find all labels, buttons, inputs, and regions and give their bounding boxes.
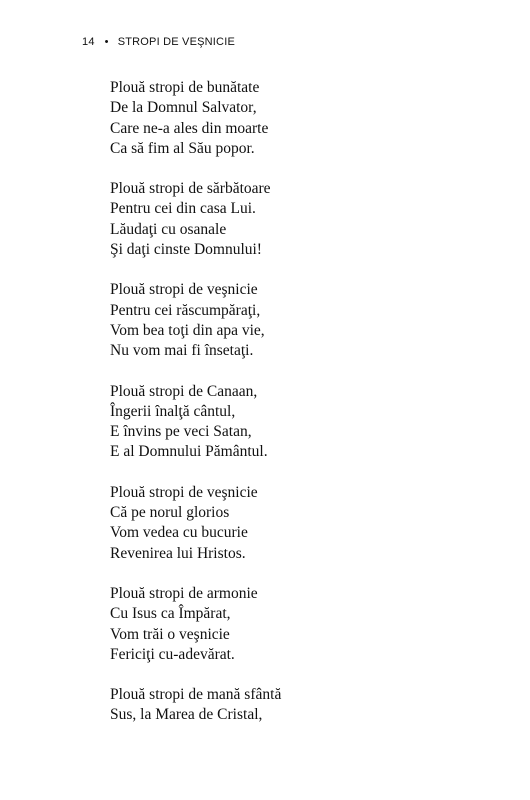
poem-line: Plouă stropi de bunătate <box>110 79 260 96</box>
poem-line: De la Domnul Salvator, <box>110 99 257 117</box>
poem-line: E învins pe veci Satan, <box>110 423 252 441</box>
poem-line: Revenirea lui Hristos. <box>110 544 246 562</box>
stanza-7 <box>110 685 281 726</box>
poem-line: Lăudaţi cu osanale <box>110 220 227 238</box>
poem-line: Fericiţi cu-adevărat. <box>110 645 235 663</box>
poem-line: Pentru cei răscumpăraţi, <box>110 301 261 319</box>
poem-line: Sus, la Marea de Cristal, <box>110 706 263 724</box>
poem-line: Care ne-a ales din moarte <box>110 119 269 137</box>
poem-line: Îngerii înalţă cântul, <box>110 402 236 420</box>
poem-line: Cu Isus ca Împărat, <box>110 605 231 623</box>
poem-line: Ca să fim al Său popor. <box>110 139 255 157</box>
poem-line: Plouă stropi de sărbătoare <box>110 180 271 198</box>
poem-line: Plouă stropi de veşnicie <box>110 281 258 299</box>
poem-line: Plouă stropi de mană sfântă <box>110 686 282 704</box>
poem-line: Nu vom mai fi însetaţi. <box>110 342 254 360</box>
poem-line: Vom bea toţi din apa vie, <box>110 321 265 339</box>
poem-line: Vom vedea cu bucurie <box>110 524 248 542</box>
header-separator: • <box>104 36 109 48</box>
poem-line: Plouă stropi de veşnicie <box>110 483 258 501</box>
running-header <box>82 36 235 48</box>
poem-line: Vom trăi o veşnicie <box>110 625 230 643</box>
poem-line: Plouă stropi de Canaan, <box>110 382 258 400</box>
stanza-3 <box>110 280 281 361</box>
page-number: 14 <box>82 36 95 48</box>
stanza-2 <box>110 179 281 260</box>
poem-line: Şi daţi cinste Domnului! <box>110 241 262 259</box>
stanza-4 <box>110 382 281 463</box>
running-title: STROPI DE VEŞNICIE <box>117 36 235 48</box>
stanza-1 <box>110 78 281 159</box>
poem-line: Plouă stropi de armonie <box>110 584 258 602</box>
stanza-6 <box>110 584 281 665</box>
poem-line: Pentru cei din casa Lui. <box>110 200 256 218</box>
stanza-5 <box>110 483 281 564</box>
poem <box>110 78 281 746</box>
poem-line: Că pe norul glorios <box>110 504 230 522</box>
poem-line: E al Domnului Pământul. <box>110 443 268 461</box>
